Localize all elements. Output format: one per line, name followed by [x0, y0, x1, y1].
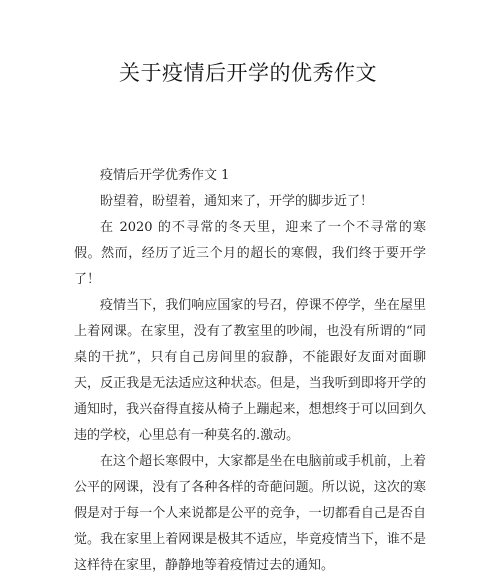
subheading-paragraph: 疫情后开学优秀作文 1 [100, 168, 230, 183]
body-paragraph: 盼望着，盼望着，通知来了，开学的脚步近了！ [100, 194, 374, 209]
body-paragraph: 在这个超长寒假中，大家都是坐在电脑前或手机前，上着公平的网课，没有了各种各样的奇葩问题。所以说，这次的寒假是对于每一个人来说都是公平的竞争，一切都看自己是否自觉。我在家里上着网课是极其不适应，毕竟疫情当下，谁不是这样待在家里，静静地等着疫情过去的通知。 [74, 454, 426, 573]
body-paragraph: 疫情当下，我们响应国家的号召，停课不停学，坐在屋里上着网课。在家里，没有了教室里的吵闹，也没有所谓的“同桌的干扰”，只有自己房间里的寂静，不能跟好友面对面聊天，反正我是无法适应这种状态。但是，当我听到即将开学的通知时，我兴奋得直接从椅子上蹦起来，想想终于可以回到久违的学校，心里总有一种莫名的.激动。 [74, 298, 426, 443]
document-title: 关于疫情后开学的优秀作文 [119, 61, 377, 85]
document-body [74, 163, 426, 579]
body-paragraph: 在 2020 的不寻常的冬天里，迎来了一个不寻常的寒假。然而，经历了近三个月的超长的寒假，我们终于要开学了！ [74, 220, 426, 287]
